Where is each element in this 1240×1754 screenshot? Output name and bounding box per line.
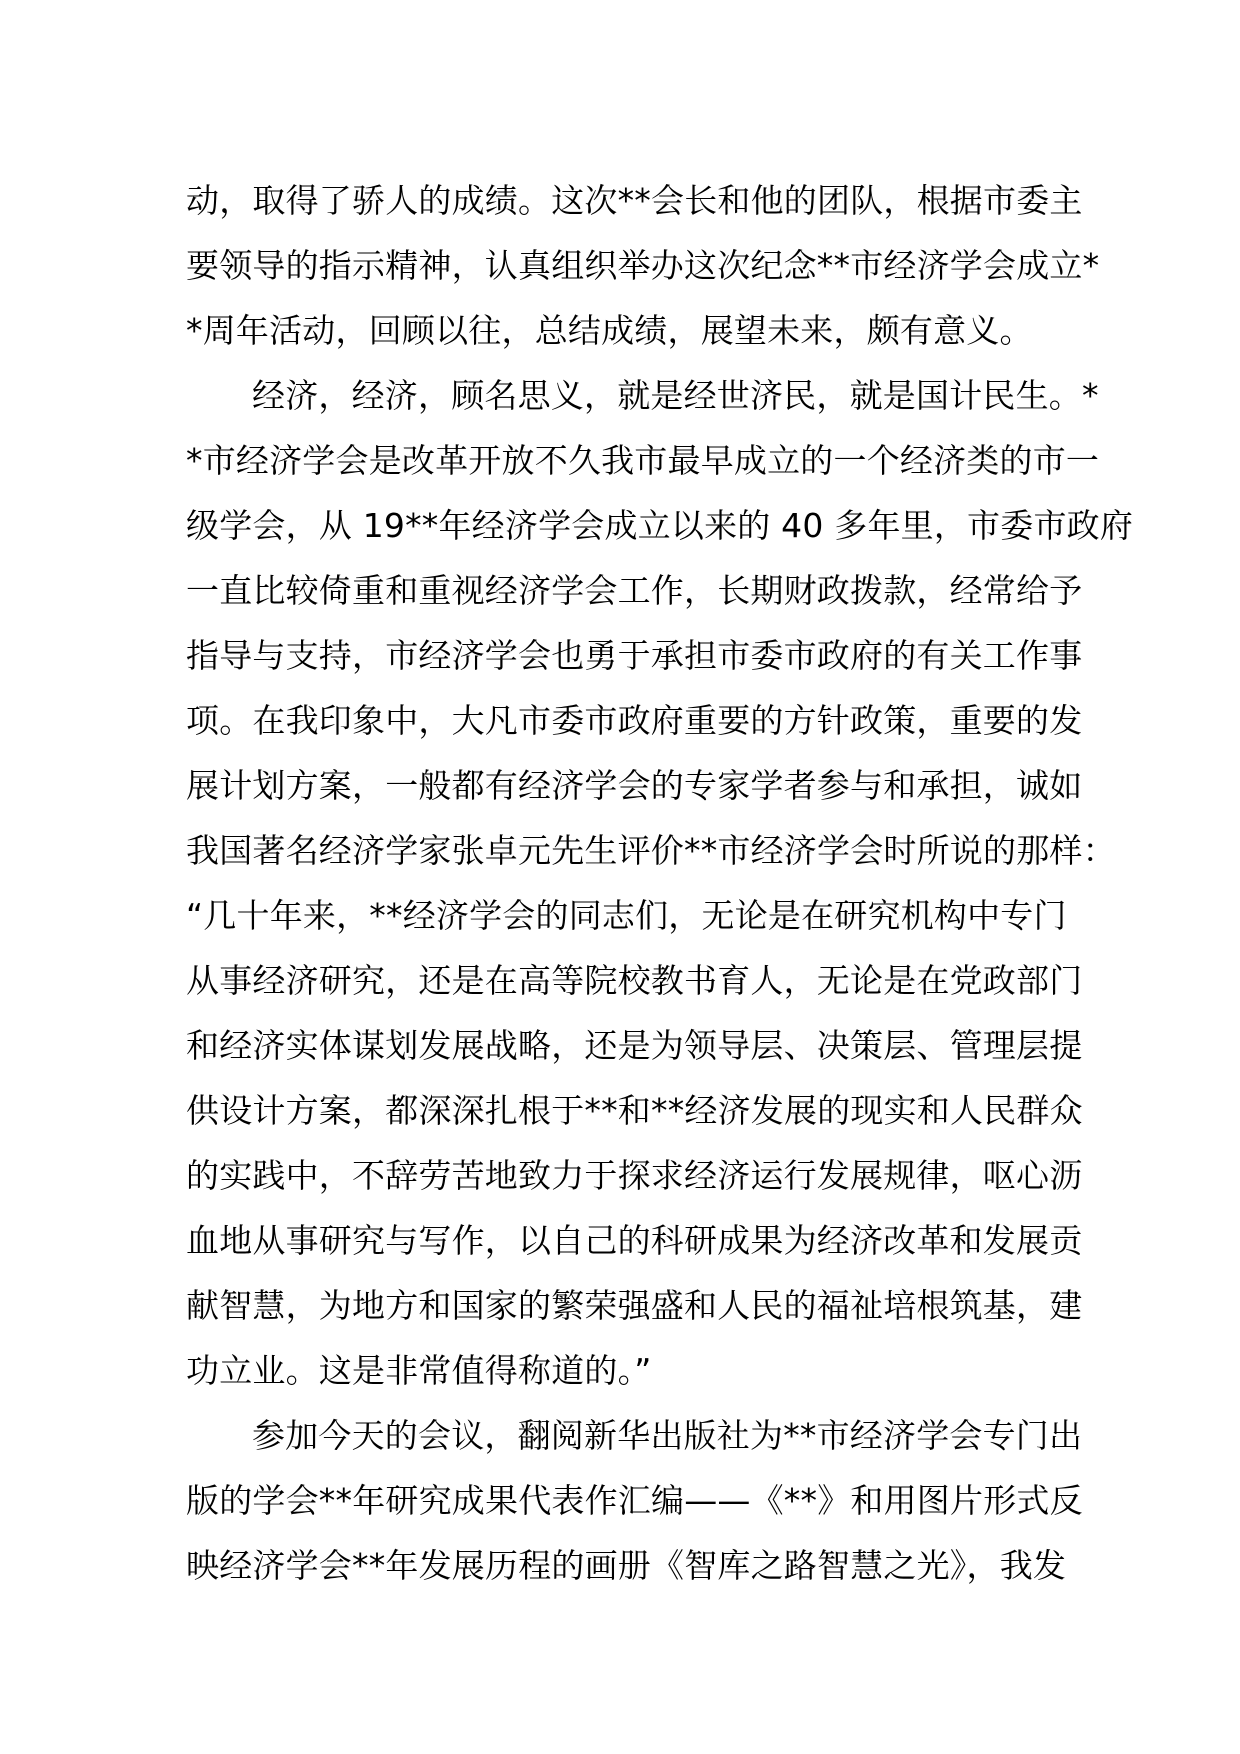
text-line: 我国著名经济学家张卓元先生评价**市经济学会时所说的那样： — [186, 831, 1116, 870]
text-line: 项。在我印象中，大凡市委市政府重要的方针政策，重要的发 — [186, 701, 1083, 740]
quote-line: “几十年来，**经济学会的同志们，无论是在研究机构中专门 — [186, 896, 1067, 935]
quote-line: 从事经济研究，还是在高等院校教书育人，无论是在党政部门 — [186, 961, 1083, 1000]
text-line: 映经济学会**年发展历程的画册《智库之路智慧之光》，我发 — [186, 1546, 1067, 1585]
quote-line: 血地从事研究与写作，以自己的科研成果为经济改革和发展贡 — [186, 1221, 1083, 1260]
text-line: 一直比较倚重和重视经济学会工作，长期财政拨款，经常给予 — [186, 571, 1083, 610]
paragraph-start-line: 经济，经济，顾名思义，就是经世济民，就是国计民生。* — [252, 376, 1099, 415]
text-line: 要领导的指示精神，认真组织举办这次纪念**市经济学会成立* — [186, 246, 1100, 285]
text-line: *周年活动，回顾以往，总结成绩，展望未来，颇有意义。 — [186, 311, 1033, 350]
quote-line: 供设计方案，都深深扎根于**和**经济发展的现实和人民群众 — [186, 1091, 1083, 1130]
quote-line: 功立业。这是非常值得称道的。” — [186, 1351, 652, 1390]
paragraph-start-line: 参加今天的会议，翻阅新华出版社为**市经济学会专门出 — [252, 1416, 1083, 1455]
text-line: *市经济学会是改革开放不久我市最早成立的一个经济类的市一 — [186, 441, 1100, 480]
quote-line: 献智慧，为地方和国家的繁荣强盛和人民的福祉培根筑基，建 — [186, 1286, 1083, 1325]
body-text — [186, 168, 1134, 1598]
text-line: 指导与支持，市经济学会也勇于承担市委市政府的有关工作事 — [186, 636, 1083, 675]
text-line: 版的学会**年研究成果代表作汇编——《**》和用图片形式反 — [186, 1481, 1083, 1520]
text-line: 展计划方案，一般都有经济学会的专家学者参与和承担，诚如 — [186, 766, 1083, 805]
quote-line: 的实践中，不辞劳苦地致力于探求经济运行发展规律，呕心沥 — [186, 1156, 1083, 1195]
text-line: 动，取得了骄人的成绩。这次**会长和他的团队，根据市委主 — [186, 181, 1083, 220]
quote-line: 和经济实体谋划发展战略，还是为领导层、决策层、管理层提 — [186, 1026, 1083, 1065]
text-line: 级学会，从 19**年经济学会成立以来的 40 多年里，市委市政府 — [186, 506, 1134, 545]
